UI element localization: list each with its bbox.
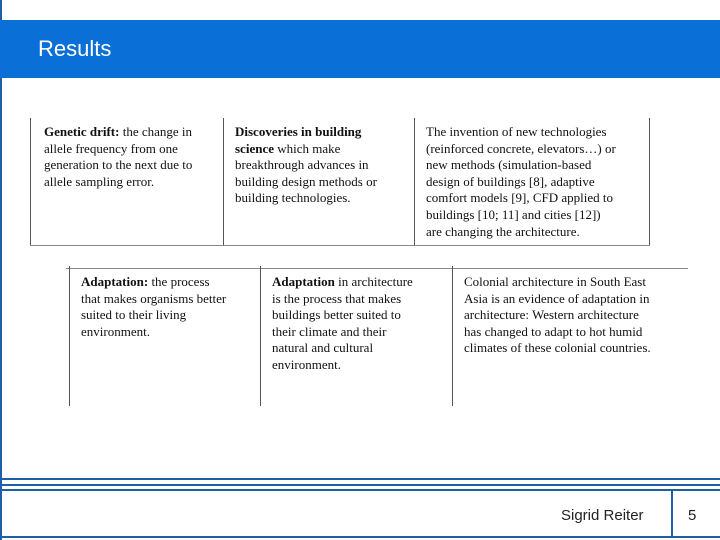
- cell-line: Adaptation in architecture: [272, 274, 413, 289]
- page-number: 5: [688, 507, 697, 524]
- table-border: [260, 266, 261, 406]
- author-name: Sigrid Reiter: [561, 507, 644, 524]
- adaptation-biology-cell: [81, 274, 257, 340]
- definitions-table-2: [66, 266, 688, 406]
- footer-rule: [0, 536, 720, 538]
- table-border: [30, 118, 31, 246]
- table-border: [452, 266, 453, 406]
- cell-line: Genetic drift: the change in: [44, 124, 193, 139]
- table-border: [223, 118, 224, 246]
- cell-line: The invention of new technologies: [426, 124, 607, 139]
- cell-line: are changing the architecture.: [426, 223, 580, 239]
- invention-cell: [426, 124, 648, 240]
- table-border: [649, 118, 650, 246]
- cell-line: architecture: Western architecture: [464, 307, 639, 323]
- cell-line: buildings better suited to: [272, 307, 401, 323]
- cell-line: buildings [10; 11] and cities [12]): [426, 206, 601, 222]
- table-border: [69, 266, 70, 406]
- cell-line: suited to their living: [81, 307, 187, 323]
- cell-line: design of buildings [8], adaptive: [426, 173, 595, 189]
- cell-line: Asia is an evidence of adaptation in: [464, 290, 650, 306]
- cell-line: (reinforced concrete, elevators…) or: [426, 140, 616, 156]
- cell-line: breakthrough advances in: [235, 157, 369, 173]
- cell-line: building design methods or: [235, 173, 377, 189]
- cell-line: Colonial architecture in South East: [464, 274, 646, 289]
- slide-frame-left: [0, 0, 2, 540]
- cell-line: environment.: [272, 356, 341, 372]
- cell-line: climates of these colonial countries.: [464, 340, 651, 356]
- cell-line: science which make: [235, 140, 341, 156]
- cell-line: Adaptation: the process: [81, 274, 210, 289]
- genetic-drift-cell: [44, 124, 220, 190]
- cell-line: that makes organisms better: [81, 290, 227, 306]
- table-border: [414, 118, 415, 246]
- cell-line: generation to the next due to: [44, 157, 193, 173]
- footer-rule: [0, 489, 720, 491]
- cell-line: building technologies.: [235, 190, 351, 206]
- cell-line: Discoveries in building: [235, 124, 362, 139]
- adaptation-architecture-cell: [272, 274, 450, 374]
- cell-line: has changed to adapt to hot humid: [464, 323, 643, 339]
- cell-line: allele sampling error.: [44, 173, 155, 189]
- cell-line: comfort models [9], CFD applied to: [426, 190, 614, 206]
- cell-line: new methods (simulation-based: [426, 157, 592, 173]
- cell-line: allele frequency from one: [44, 140, 178, 156]
- table-border: [30, 245, 650, 246]
- cell-line: is the process that makes: [272, 290, 402, 306]
- colonial-architecture-cell: [464, 274, 686, 357]
- cell-line: natural and cultural: [272, 340, 374, 356]
- table-border: [66, 268, 688, 269]
- cell-line: their climate and their: [272, 323, 387, 339]
- cell-line: environment.: [81, 323, 150, 339]
- discoveries-cell: [235, 124, 411, 207]
- definitions-table-1: [30, 118, 650, 246]
- title-bar: [0, 20, 720, 78]
- slide-title: Results: [38, 36, 112, 61]
- footer-rule: [0, 478, 720, 480]
- footer-rule: [0, 484, 720, 486]
